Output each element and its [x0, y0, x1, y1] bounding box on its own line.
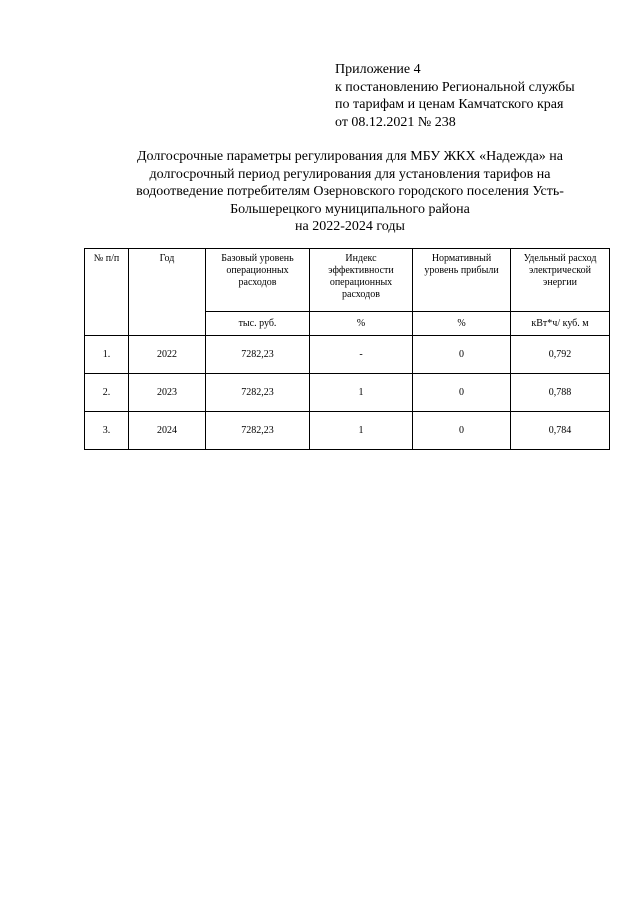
- cell-efficiency-index: 1: [310, 412, 413, 450]
- table-row: [85, 336, 610, 374]
- title-line: Долгосрочные параметры регулирования для МБУ ЖКХ «Надежда» на: [137, 149, 563, 164]
- unit-profit-level: %: [413, 312, 511, 336]
- table-row: [85, 412, 610, 450]
- cell-profit-level: 0: [413, 412, 511, 450]
- appendix-line: Приложение 4: [335, 62, 421, 77]
- document-title: [100, 148, 600, 236]
- regulation-parameters-table: [84, 248, 610, 450]
- table-header-row: [85, 249, 610, 312]
- cell-base-opex: 7282,23: [206, 374, 310, 412]
- cell-year: 2022: [129, 336, 206, 374]
- cell-energy-consumption: 0,784: [511, 412, 610, 450]
- title-line: Большерецкого муниципального района: [230, 201, 470, 217]
- cell-base-opex: 7282,23: [206, 336, 310, 374]
- cell-efficiency-index: 1: [310, 374, 413, 412]
- title-line: долгосрочный период регулирования для установления тарифов на: [149, 166, 551, 182]
- unit-base-opex: тыс. руб.: [206, 312, 310, 336]
- header-num: № п/п: [85, 249, 129, 336]
- cell-profit-level: 0: [413, 374, 511, 412]
- header-efficiency-index: Индекс эффективности операционных расходов: [310, 249, 413, 312]
- cell-energy-consumption: 0,792: [511, 336, 610, 374]
- cell-energy-consumption: 0,788: [511, 374, 610, 412]
- header-year: Год: [129, 249, 206, 336]
- appendix-line: к постановлению Региональной службы: [335, 79, 575, 95]
- header-base-opex: Базовый уровень операционных расходов: [206, 249, 310, 312]
- cell-num: 2.: [85, 374, 129, 412]
- appendix-line: по тарифам и ценам Камчатского края: [335, 97, 564, 112]
- header-profit-level: Нормативный уровень прибыли: [413, 249, 511, 312]
- cell-num: 1.: [85, 336, 129, 374]
- cell-year: 2023: [129, 374, 206, 412]
- table-row: [85, 374, 610, 412]
- unit-efficiency-index: %: [310, 312, 413, 336]
- title-line: на 2022-2024 годы: [295, 219, 405, 234]
- appendix-reference: [335, 61, 615, 131]
- cell-num: 3.: [85, 412, 129, 450]
- appendix-line: от 08.12.2021 № 238: [335, 114, 456, 130]
- cell-efficiency-index: -: [310, 336, 413, 374]
- title-line: водоотведение потребителям Озерновского городского поселения Усть-: [136, 184, 564, 199]
- header-energy-consumption: Удельный расход электрической энергии: [511, 249, 610, 312]
- cell-profit-level: 0: [413, 336, 511, 374]
- cell-year: 2024: [129, 412, 206, 450]
- cell-base-opex: 7282,23: [206, 412, 310, 450]
- unit-energy-consumption: кВт*ч/ куб. м: [511, 312, 610, 336]
